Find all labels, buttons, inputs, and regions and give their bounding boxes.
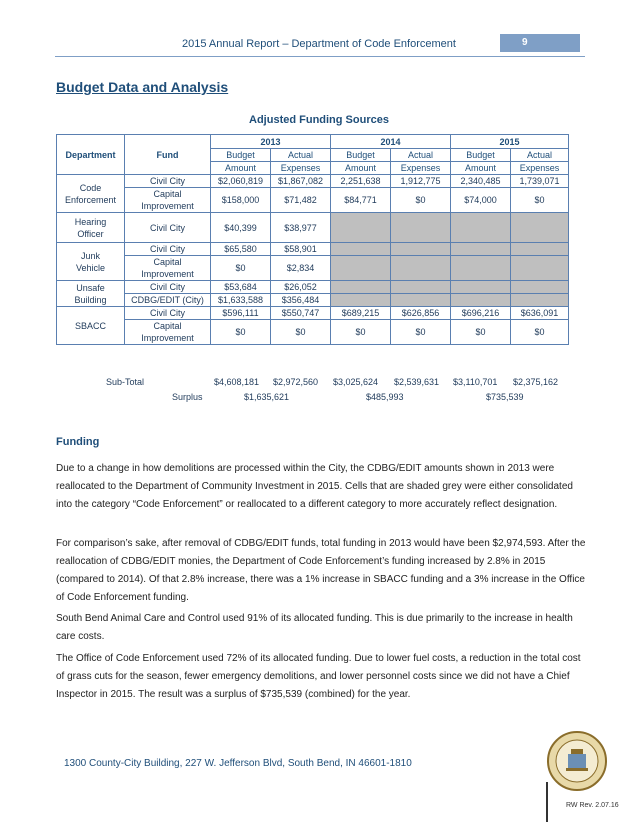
value-cell: 1,739,071 (511, 175, 569, 188)
subtotal-value: $2,972,560 (273, 377, 319, 387)
sub-header-amount: Amount (331, 162, 391, 175)
page-number-badge: 9 (500, 34, 580, 52)
shaded-cell (391, 281, 451, 294)
value-cell: $0 (211, 320, 271, 345)
value-cell: $356,484 (271, 294, 331, 307)
col-header-department: Department (57, 135, 125, 175)
value-cell: $0 (331, 320, 391, 345)
fund-cell: Capital Improvement (125, 320, 211, 345)
value-cell: $636,091 (511, 307, 569, 320)
value-cell: $0 (211, 256, 271, 281)
value-cell: $0 (511, 320, 569, 345)
value-cell: $53,684 (211, 281, 271, 294)
table-row (57, 256, 569, 281)
value-cell: $2,060,819 (211, 175, 271, 188)
table-row (57, 213, 569, 243)
shaded-cell (451, 256, 511, 281)
fund-cell: CDBG/EDIT (City) (125, 294, 211, 307)
fund-cell: Civil City (125, 281, 211, 294)
table-row (57, 320, 569, 345)
value-cell: $696,216 (451, 307, 511, 320)
revision-note: RW Rev. 2.07.16 (566, 802, 619, 809)
shaded-cell (331, 281, 391, 294)
section-title: Budget Data and Analysis (56, 79, 229, 95)
surplus-value: $1,635,621 (244, 392, 290, 402)
value-cell: 2,340,485 (451, 175, 511, 188)
value-cell: $38,977 (271, 213, 331, 243)
value-cell: $0 (391, 188, 451, 213)
subtotal-value: $3,110,701 (453, 377, 498, 387)
table-row (57, 188, 569, 213)
sub-header-budget: Budget (211, 149, 271, 162)
surplus-value: $485,993 (366, 392, 404, 402)
shaded-cell (331, 294, 391, 307)
value-cell: $0 (451, 320, 511, 345)
value-cell: $26,052 (271, 281, 331, 294)
value-cell: $0 (391, 320, 451, 345)
shaded-cell (511, 213, 569, 243)
sub-header-expenses: Expenses (271, 162, 331, 175)
table-row (57, 175, 569, 188)
value-cell: $0 (511, 188, 569, 213)
shaded-cell (331, 213, 391, 243)
shaded-cell (391, 294, 451, 307)
sub-header-expenses: Expenses (511, 162, 569, 175)
subtotal-label: Sub-Total (106, 377, 145, 387)
shaded-cell (451, 243, 511, 256)
department-cell: Junk Vehicle (57, 243, 125, 281)
shaded-cell (511, 281, 569, 294)
shaded-cell (451, 213, 511, 243)
shaded-cell (391, 243, 451, 256)
funding-paragraph: Due to a change in how demolitions are processed within the City, the CDBG/EDIT amounts shown in 2013 were reallocated to the Department of Community Investment in 2015. Cells that are shaded grey were either consolidated into the category “Code Enforcement” or reallocated to a different category to more accurately reflect designation. (56, 463, 573, 510)
subtotal-value: $4,608,181 (214, 377, 260, 387)
table-row (57, 307, 569, 320)
sub-header-actual: Actual (271, 149, 331, 162)
value-cell: $596,111 (211, 307, 271, 320)
table-row (57, 243, 569, 256)
fund-cell: Civil City (125, 307, 211, 320)
city-seal-icon (546, 730, 608, 792)
value-cell: $2,834 (271, 256, 331, 281)
fund-cell: Civil City (125, 175, 211, 188)
value-cell: $1,633,588 (211, 294, 271, 307)
sub-header-amount: Amount (451, 162, 511, 175)
department-cell: SBACC (57, 307, 125, 345)
shaded-cell (511, 294, 569, 307)
value-cell: $74,000 (451, 188, 511, 213)
sub-header-actual: Actual (511, 149, 569, 162)
funding-paragraph: The Office of Code Enforcement used 72% of its allocated funding. Due to lower fuel costs, a reduction in the total cost of grass cuts for the season, fewer emergency demolitions, and lower personnel costs since we did not have a Chief Inspector in 2015. The result was a surplus of $735,539 (combined) for the year. (56, 653, 581, 700)
value-cell: $550,747 (271, 307, 331, 320)
surplus-value: $735,539 (486, 392, 524, 402)
value-cell: $58,901 (271, 243, 331, 256)
sub-header-budget: Budget (331, 149, 391, 162)
department-cell: Hearing Officer (57, 213, 125, 243)
subtotal-value: $2,375,162 (513, 377, 559, 387)
year-header-2013: 2013 (211, 135, 331, 149)
shaded-cell (451, 294, 511, 307)
footer-address: 1300 County-City Building, 227 W. Jefferson Blvd, South Bend, IN 46601-1810 (64, 758, 412, 769)
value-cell: $71,482 (271, 188, 331, 213)
value-cell: $1,867,082 (271, 175, 331, 188)
shaded-cell (391, 213, 451, 243)
value-cell: $40,399 (211, 213, 271, 243)
value-cell: $158,000 (211, 188, 271, 213)
subtotal-value: $3,025,624 (333, 377, 379, 387)
sub-header-actual: Actual (391, 149, 451, 162)
surplus-label: Surplus (172, 392, 203, 402)
department-cell: Unsafe Building (57, 281, 125, 307)
year-header-2015: 2015 (451, 135, 569, 149)
value-cell: $689,215 (331, 307, 391, 320)
value-cell: 1,912,775 (391, 175, 451, 188)
department-cell: Code Enforcement (57, 175, 125, 213)
value-cell: $626,856 (391, 307, 451, 320)
value-cell: $0 (271, 320, 331, 345)
shaded-cell (331, 256, 391, 281)
header-title: 2015 Annual Report – Department of Code Enforcement (182, 38, 456, 50)
funding-heading: Funding (56, 436, 100, 448)
sub-header-expenses: Expenses (391, 162, 451, 175)
col-header-fund: Fund (125, 135, 211, 175)
shaded-cell (511, 243, 569, 256)
table-row (57, 281, 569, 294)
value-cell: $84,771 (331, 188, 391, 213)
shaded-cell (391, 256, 451, 281)
sub-header-budget: Budget (451, 149, 511, 162)
shaded-cell (451, 281, 511, 294)
funding-paragraph: South Bend Animal Care and Control used 91% of its allocated funding. This is due primarily to the increase in health care costs. (56, 613, 573, 642)
table-row (57, 294, 569, 307)
shaded-cell (511, 256, 569, 281)
fund-cell: Capital Improvement (125, 256, 211, 281)
sub-header-amount: Amount (211, 162, 271, 175)
year-header-2014: 2014 (331, 135, 451, 149)
value-cell: $65,580 (211, 243, 271, 256)
budget-table (56, 134, 569, 345)
shaded-cell (331, 243, 391, 256)
value-cell: 2,251,638 (331, 175, 391, 188)
fund-cell: Civil City (125, 243, 211, 256)
header-rule (55, 56, 585, 57)
seal-frame-line (546, 782, 548, 822)
fund-cell: Capital Improvement (125, 188, 211, 213)
fund-cell: Civil City (125, 213, 211, 243)
table-caption: Adjusted Funding Sources (249, 114, 389, 126)
funding-paragraph: For comparison’s sake, after removal of CDBG/EDIT funds, total funding in 2013 would have been $2,974,593. After the reallocation of CDBG/EDIT monies, the Department of Code Enforcement’s funding increased by 2.8% in 2015 (compared to 2014). Of that 2.8% increase, there was a 1% increase in SBACC funding and a 3% increase in the Office of Code Enforcement funding. (56, 538, 586, 603)
subtotal-value: $2,539,631 (394, 377, 440, 387)
